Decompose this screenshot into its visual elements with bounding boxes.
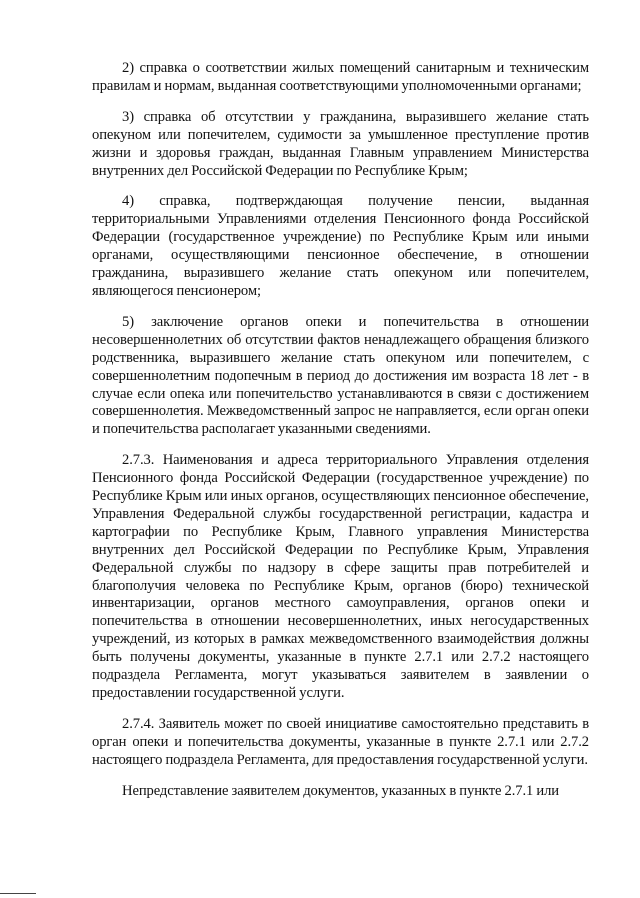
paragraph-item-4: 4) справка, подтверждающая получение пенсии, выданная территориальными Управлениями отделения Пенсионного фонда Российской Федерации (государственное учреждение) по Республике Крым или иными органами, осуществляющими пенсионное обеспечение, в отношении гражданина, выразившего желание стать опекуном или попечителем, являющегося пенсионером; xyxy=(92,193,589,299)
paragraph-2-7-3: 2.7.3. Наименования и адреса территориального Управления отделения Пенсионного фонда Российской Федерации (государственное учреждение) по Республике Крым или иных органов, осуществляющих пенсионное обеспечение, Управления Федеральной службы государственной регистрации, кадастра и картографии по Республике Крым, Главного управления Министерства внутренних дел Российской Федерации по Республике Крым, Управления Федеральной службы по надзору в сфере защиты прав потребителей и благополучия человека по Республике Крым, органов (бюро) технической инвентаризации, органов местного самоуправления, органов опеки и попечительства в отношении несовершеннолетних, иных негосударственных учреждений, из которых в рамках межведомственного взаимодействия должны быть получены документы, указанные в пункте 2.7.1 или 2.7.2 настоящего подраздела Регламента, могут указываться заявителем в заявлении о предоставлении государственной услуги. xyxy=(92,452,589,701)
document-body xyxy=(92,60,589,814)
paragraph-item-3: 3) справка об отсутствии у гражданина, выразившего желание стать опекуном или попечителем, судимости за умышленное преступление против жизни и здоровья граждан, выданная Главным управлением Министерства внутренних дел Российской Федерации по Республике Крым; xyxy=(92,108,589,179)
paragraph-item-2: 2) справка о соответствии жилых помещений санитарным и техническим правилам и нормам, выданная соответствующими уполномоченными органами; xyxy=(92,60,589,94)
paragraph-2-7-4: 2.7.4. Заявитель может по своей инициативе самостоятельно представить в орган опеки и попечительства документы, указанные в пункте 2.7.1 или 2.7.2 настоящего подраздела Регламента, для предоставления государственной услуги. xyxy=(92,715,589,768)
footer-rule xyxy=(0,893,36,894)
paragraph-non-submission: Непредставление заявителем документов, указанных в пункте 2.7.1 или xyxy=(122,782,559,799)
paragraph-item-5: 5) заключение органов опеки и попечительства в отношении несовершеннолетних об отсутствии фактов ненадлежащего обращения близкого родственника, выразившего желание стать опекуном или попечителем, с совершеннолетним подопечным в период до достижения им возраста 18 лет - в случае если опека или попечительство устанавливаются в связи с достижением совершеннолетия. Межведомственный запрос не направляется, если орган опеки и попечительства располагает указанными сведениями. xyxy=(92,313,589,438)
